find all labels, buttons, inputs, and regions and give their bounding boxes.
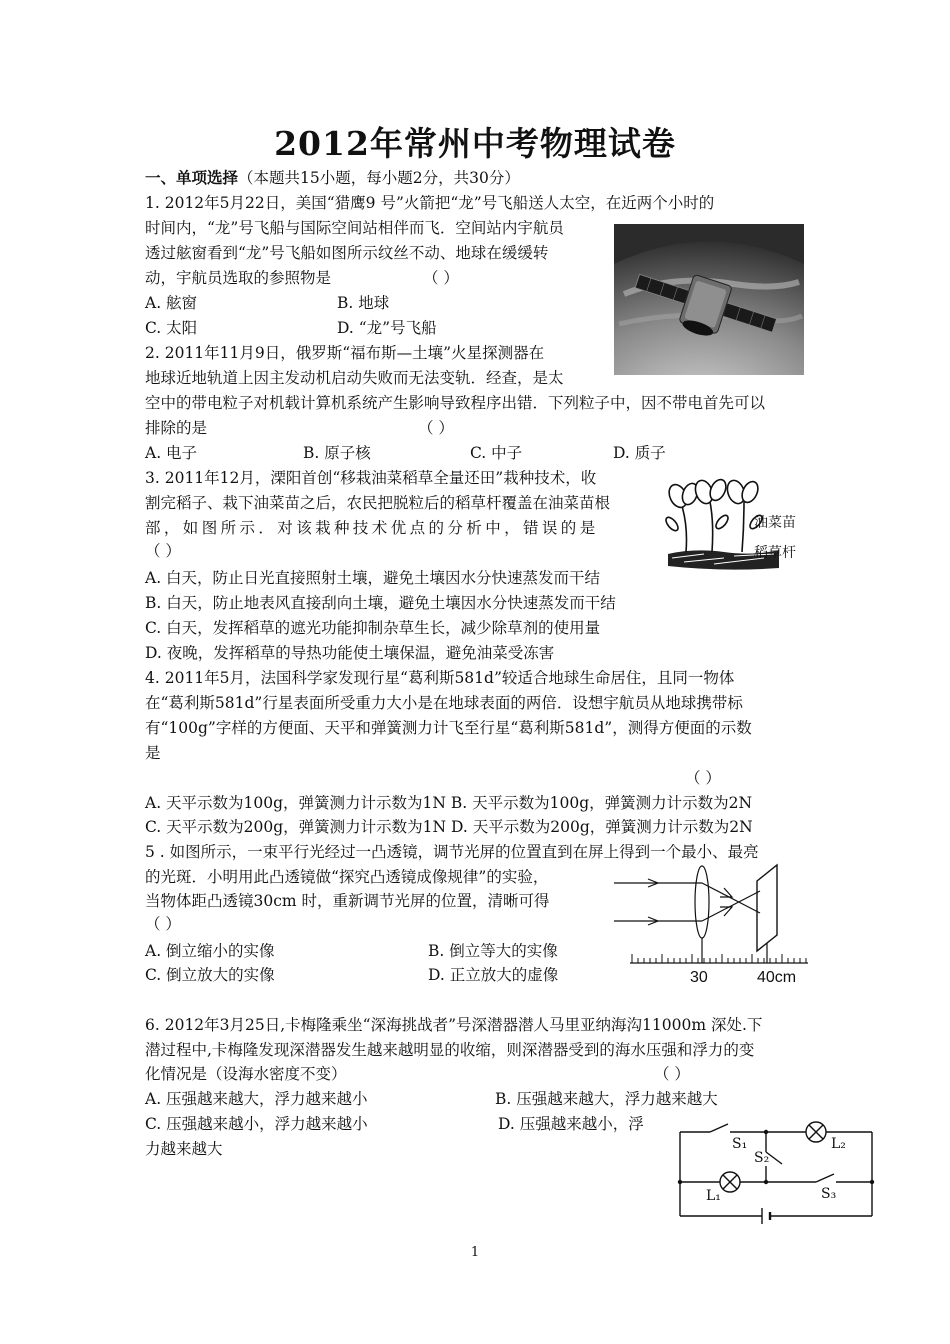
q1-line1: 1. 2012年5月22日，美国“猎鹰9 号”火箭把“龙”号飞船送人太空，在近两个小时的 [145, 194, 715, 212]
q6-option-d-cont: 力越来越大 [145, 1140, 223, 1158]
q3-line2: 割完稻子、栽下油菜苗之后，农民把脱粒后的稻草杆覆盖在油菜苗根 [145, 494, 611, 512]
switch-s3-label: S₃ [821, 1186, 837, 1202]
q2-option-d: D. 质子 [613, 444, 666, 462]
q1-line3: 透过舷窗看到“龙”号飞船如图所示纹丝不动、地球在缓缓转 [145, 244, 549, 262]
q5-option-b: B. 倒立等大的实像 [428, 942, 558, 960]
q4-line2: 在“葛利斯581d”行星表面所受重力大小是在地球表面的两倍．设想宇航员从地球携带标 [145, 694, 743, 712]
lamp-l1-label: L₁ [706, 1188, 721, 1204]
q4-line4: 是 [145, 744, 161, 762]
section-heading [145, 166, 520, 190]
q3-option-c: C. 白天，发挥稻草的遮光功能抑制杂草生长，减少除草剂的使用量 [145, 619, 601, 637]
page-title: 2012年常州中考物理试卷 [274, 124, 676, 163]
q2-option-c: C. 中子 [470, 444, 523, 462]
q6-line3: 化情况是（设海水密度不变） [145, 1065, 347, 1083]
q2-option-a: A. 电子 [145, 444, 198, 462]
q4-line3: 有“100g”字样的方便面、天平和弹簧测力计飞至行星“葛利斯581d”，测得方便面的示数 [145, 719, 752, 737]
q3-answer-paren: （ ） [145, 542, 181, 560]
q5-line2: 的光斑．小明用此凸透镜做“探究凸透镜成像规律”的实验， [145, 868, 549, 886]
q1-option-b: B. 地球 [337, 294, 390, 312]
q5-option-d: D. 正立放大的虚像 [428, 966, 559, 984]
q1-option-a: A. 舷窗 [145, 294, 198, 312]
q1-answer-paren: （ ） [423, 269, 459, 287]
switch-s1-label: S₁ [732, 1136, 748, 1152]
straw-label: 稻草杆 [754, 545, 796, 561]
q3-line1: 3. 2011年12月，溧阳首创“移栽油菜稻草全量还田”栽种技术，收 [145, 469, 597, 487]
q6-option-c: C. 压强越来越小，浮力越来越小 [145, 1115, 368, 1133]
q5-option-c: C. 倒立放大的实像 [145, 966, 275, 984]
lens-figure [612, 863, 812, 993]
section-head: 一、单项选择 [145, 168, 239, 187]
q3-option-a: A. 白天，防止日光直接照射土壤，避免土壤因水分快速蒸发而干结 [145, 569, 601, 587]
q1-option-c: C. 太阳 [145, 319, 198, 337]
q1-line2: 时间内，“龙”号飞船与国际空间站相伴而飞．空间站内宇航员 [145, 219, 564, 237]
seedling-figure [664, 472, 814, 572]
q6-option-d: D. 压强越来越小，浮 [498, 1115, 644, 1133]
q3-line3: 部，如图所示．对该栽种技术优点的分析中，错误的是 [145, 519, 599, 537]
q4-options-cd: C. 天平示数为200g，弹簧测力计示数为1N D. 天平示数为200g，弹簧测力计示数为2N [145, 818, 753, 836]
tick-label-40cm: 40cm [757, 969, 797, 986]
q5-line1: 5 . 如图所示，一束平行光经过一凸透镜，调节光屏的位置直到在屏上得到一个最小、最亮 [145, 843, 759, 861]
page-number: 1 [470, 1245, 480, 1260]
q2-option-b: B. 原子核 [303, 444, 371, 462]
seedling-label: 油菜苗 [754, 515, 796, 531]
q4-answer-paren: （ ） [685, 769, 721, 787]
q4-line1: 4. 2011年5月，法国科学家发现行星“葛利斯581d”较适合地球生命居住，且同一物体 [145, 669, 735, 687]
lamp-l2-label: L₂ [831, 1136, 846, 1152]
q2-line2: 地球近地轨道上因主发动机启动失败而无法变轨．经查，是太 [145, 369, 564, 387]
q3-option-b: B. 白天，防止地表风直接刮向土壤，避免土壤因水分快速蒸发而干结 [145, 594, 616, 612]
q6-option-a: A. 压强越来越大，浮力越来越小 [145, 1090, 368, 1108]
q1-line4: 动，宇航员选取的参照物是 [145, 269, 332, 287]
q2-answer-paren: （ ） [418, 419, 454, 437]
q2-line3: 空中的带电粒子对机载计算机系统产生影响导致程序出错．下列粒子中，因不带电首先可以 [145, 394, 766, 412]
q5-answer-paren: （ ） [145, 915, 181, 933]
circuit-diagram [676, 1118, 876, 1226]
q2-line1: 2. 2011年11月9日，俄罗斯“福布斯—土壤”火星探测器在 [145, 344, 545, 362]
q6-line1: 6. 2012年3月25日,卡梅隆乘坐“深海挑战者”号深潜器潜人马里亚纳海沟11000m 深处.下 [145, 1016, 763, 1034]
q3-option-d: D. 夜晚，发挥稻草的导热功能使土壤保温，避免油菜受冻害 [145, 644, 555, 662]
q6-answer-paren: （ ） [654, 1065, 690, 1083]
q5-line3: 当物体距凸透镜30cm 时，重新调节光屏的位置，清晰可得 [145, 892, 550, 910]
q4-options-ab: A. 天平示数为100g，弹簧测力计示数为1N B. 天平示数为100g，弹簧测力计示数为2N [145, 794, 753, 812]
section-note: （本题共15小题，每小题2分，共30分） [238, 169, 520, 187]
tick-label-30: 30 [690, 969, 708, 986]
q2-line4: 排除的是 [145, 419, 208, 437]
q5-option-a: A. 倒立缩小的实像 [145, 942, 275, 960]
q6-option-b: B. 压强越来越大，浮力越来越大 [495, 1090, 718, 1108]
switch-s2-label: S₂ [754, 1150, 770, 1166]
circuit-figure [676, 1118, 876, 1226]
q6-line2: 潜过程中,卡梅隆发现深潜器发生越来越明显的收缩，则深潜器受到的海水压强和浮力的变 [145, 1041, 755, 1059]
spacecraft-photo [614, 224, 804, 375]
q1-option-d: D. “龙”号飞船 [337, 319, 437, 337]
